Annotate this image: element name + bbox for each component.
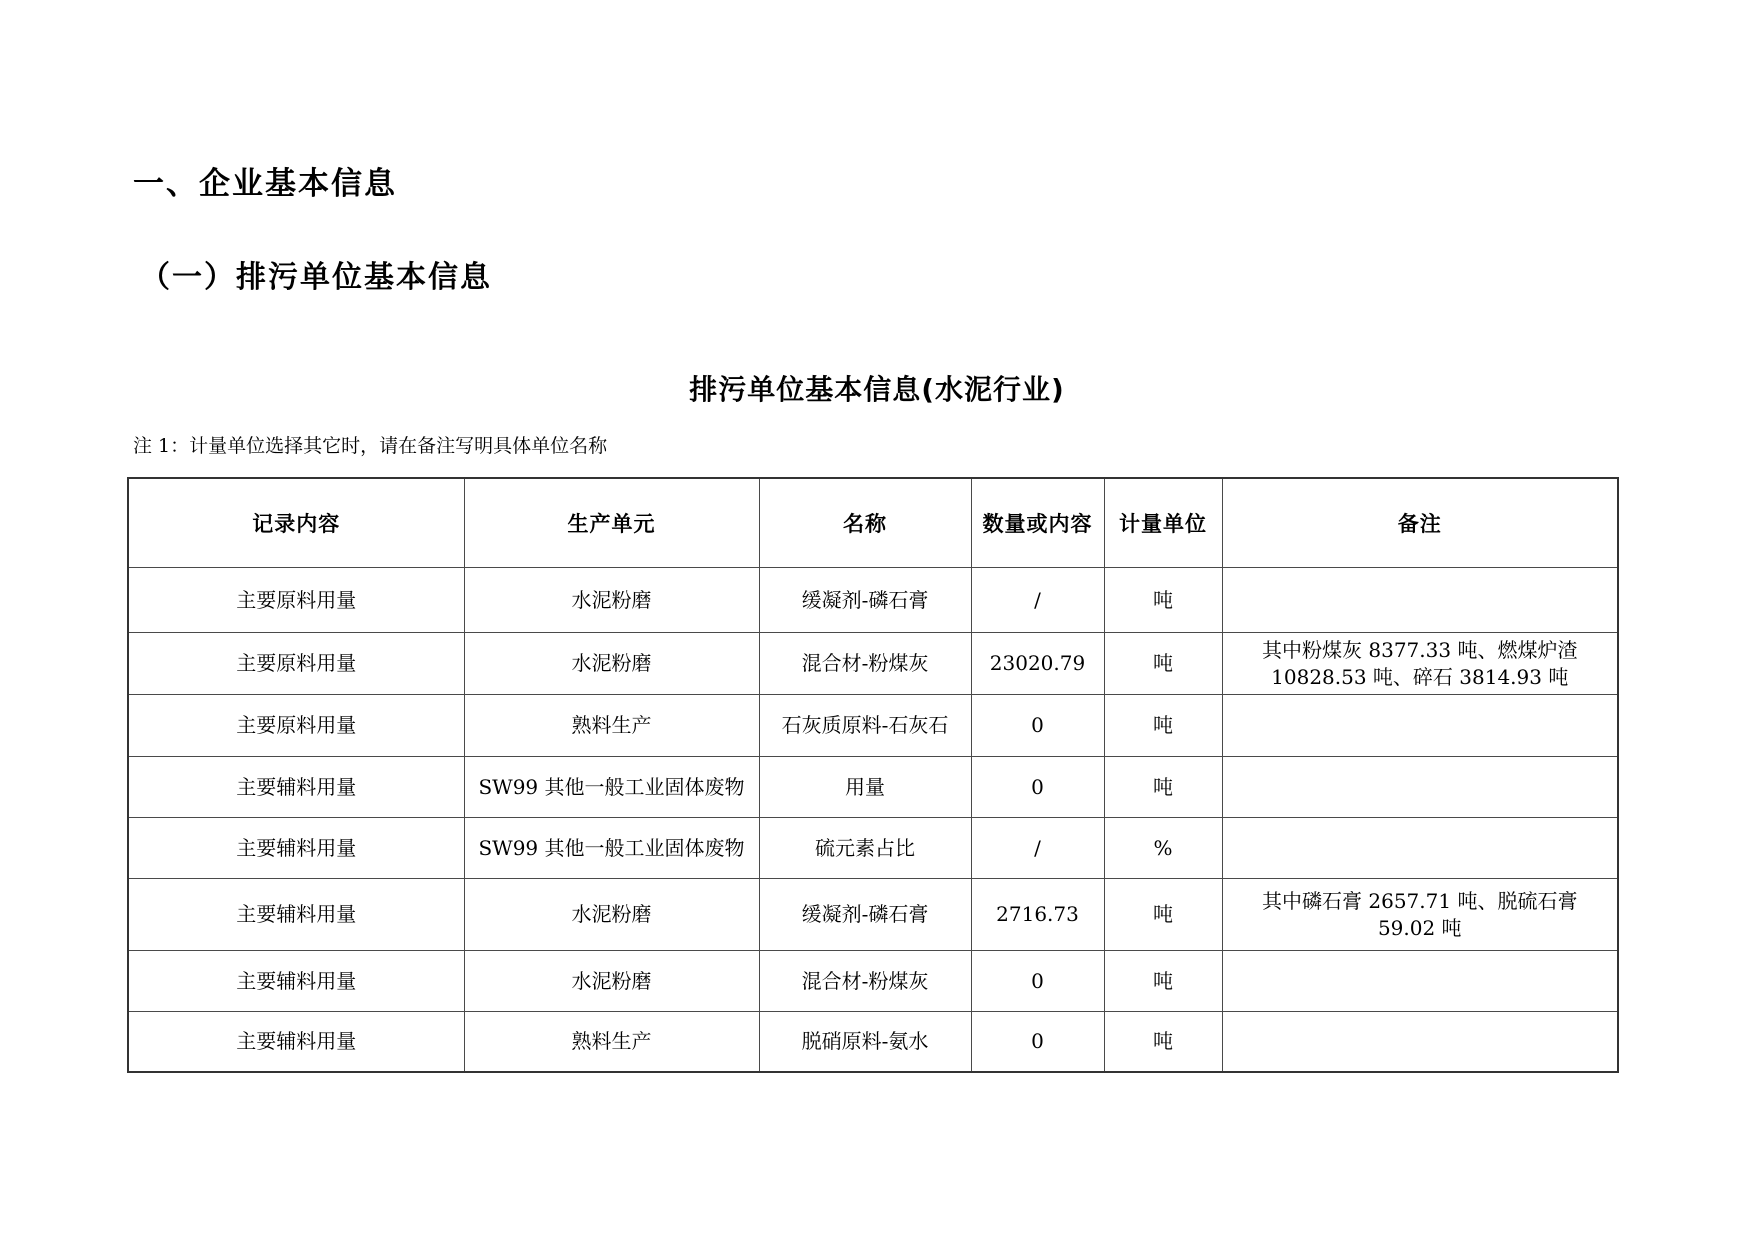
cell-quantity: 0 [971,695,1104,757]
cell-unit: 吨 [1104,695,1222,757]
cell-unit: 吨 [1104,1012,1222,1073]
header-quantity: 数量或内容 [971,478,1104,568]
cell-production-unit: 熟料生产 [464,1012,759,1073]
cell-name: 用量 [759,757,971,818]
cell-unit: 吨 [1104,951,1222,1012]
table-row [128,1012,1618,1073]
table-row [128,568,1618,633]
cell-record-content: 主要原料用量 [128,568,464,633]
cell-quantity: 0 [971,1012,1104,1073]
cell-record-content: 主要原料用量 [128,695,464,757]
subsection-heading: （一）排污单位基本信息 [140,260,492,295]
cell-production-unit: 水泥粉磨 [464,633,759,695]
cell-record-content: 主要辅料用量 [128,757,464,818]
cell-production-unit: SW99 其他一般工业固体废物 [464,757,759,818]
cell-name: 脱硝原料-氨水 [759,1012,971,1073]
table-row [128,633,1618,695]
cell-record-content: 主要辅料用量 [128,879,464,951]
cell-production-unit: SW99 其他一般工业固体废物 [464,818,759,879]
header-production-unit: 生产单元 [464,478,759,568]
cell-name: 混合材-粉煤灰 [759,633,971,695]
cell-unit: 吨 [1104,633,1222,695]
cell-remark: 其中磷石膏 2657.71 吨、脱硫石膏 59.02 吨 [1222,879,1618,951]
cell-quantity: 23020.79 [971,633,1104,695]
cell-name: 混合材-粉煤灰 [759,951,971,1012]
basic-info-table [127,477,1619,1073]
cell-remark [1222,568,1618,633]
cell-remark [1222,757,1618,818]
cell-record-content: 主要辅料用量 [128,1012,464,1073]
cell-quantity: / [971,818,1104,879]
cell-production-unit: 水泥粉磨 [464,879,759,951]
cell-record-content: 主要辅料用量 [128,818,464,879]
cell-remark [1222,1012,1618,1073]
cell-quantity: / [971,568,1104,633]
cell-production-unit: 水泥粉磨 [464,568,759,633]
cell-quantity: 0 [971,757,1104,818]
cell-name: 石灰质原料-石灰石 [759,695,971,757]
header-record-content: 记录内容 [128,478,464,568]
cell-name: 缓凝剂-磷石膏 [759,568,971,633]
header-unit: 计量单位 [1104,478,1222,568]
section-heading: 一、企业基本信息 [133,166,397,202]
cell-unit: 吨 [1104,568,1222,633]
cell-remark: 其中粉煤灰 8377.33 吨、燃煤炉渣 10828.53 吨、碎石 3814.93 吨 [1222,633,1618,695]
cell-quantity: 2716.73 [971,879,1104,951]
header-name: 名称 [759,478,971,568]
cell-remark [1222,695,1618,757]
table-row [128,757,1618,818]
cell-unit: 吨 [1104,757,1222,818]
cell-remark [1222,818,1618,879]
cell-remark [1222,951,1618,1012]
cell-unit: % [1104,818,1222,879]
table-row [128,879,1618,951]
cell-unit: 吨 [1104,879,1222,951]
cell-quantity: 0 [971,951,1104,1012]
cell-record-content: 主要辅料用量 [128,951,464,1012]
cell-production-unit: 水泥粉磨 [464,951,759,1012]
cell-name: 缓凝剂-磷石膏 [759,879,971,951]
cell-production-unit: 熟料生产 [464,695,759,757]
cell-record-content: 主要原料用量 [128,633,464,695]
table-note: 注 1：计量单位选择其它时，请在备注写明具体单位名称 [133,435,608,457]
header-remark: 备注 [1222,478,1618,568]
table-row [128,951,1618,1012]
table-row [128,818,1618,879]
cell-name: 硫元素占比 [759,818,971,879]
table-row [128,695,1618,757]
table-title: 排污单位基本信息(水泥行业) [689,373,1065,406]
table-header-row [128,478,1618,568]
